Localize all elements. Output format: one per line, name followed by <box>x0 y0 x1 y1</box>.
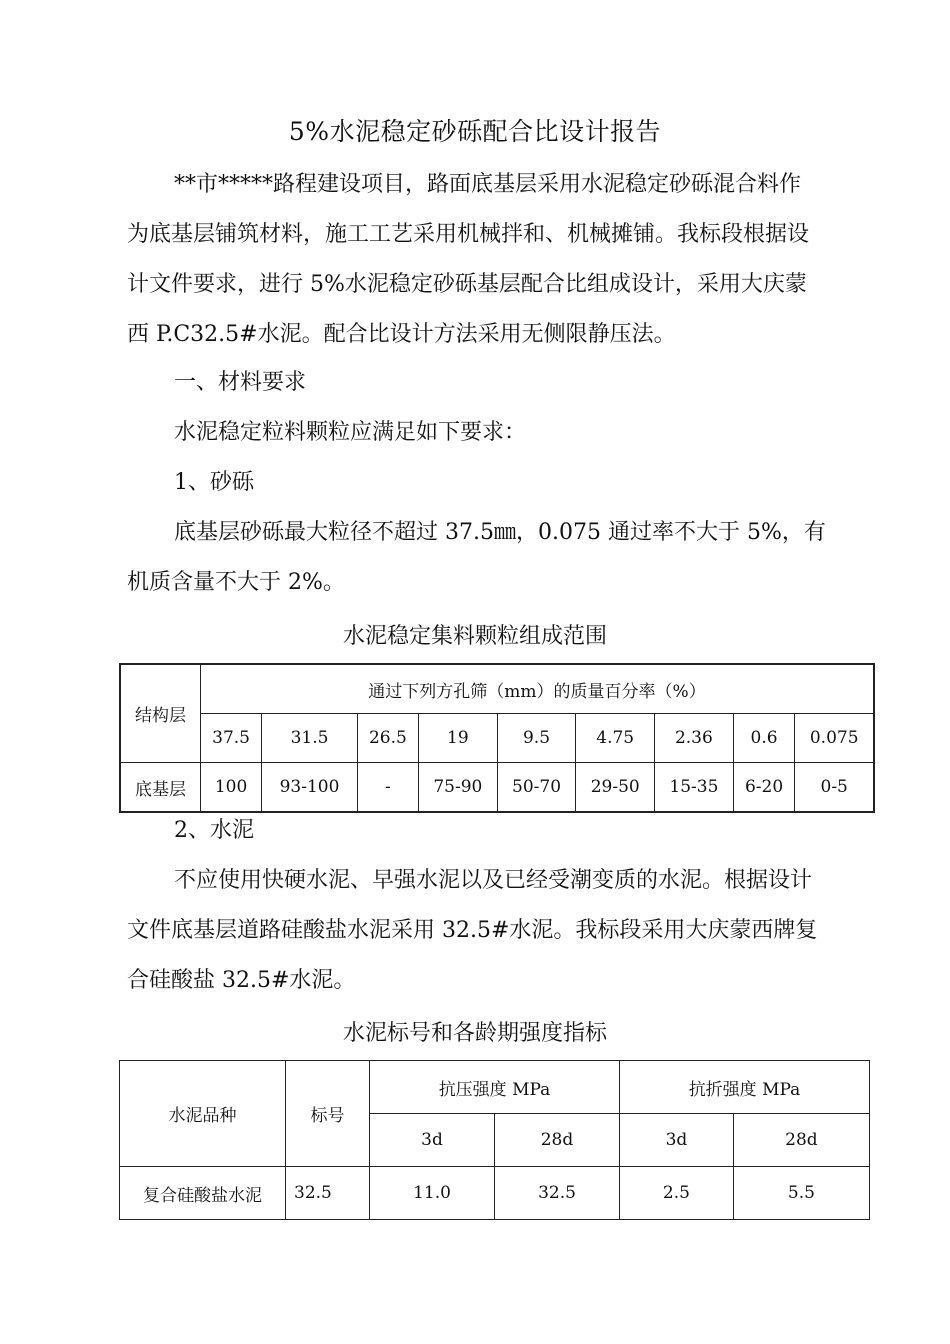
table2-caption: 水泥标号和各龄期强度指标 <box>342 1021 607 1046</box>
intro-line: **市*****路程建设项目，路面底基层采用水泥稳定砂砾混合料作 <box>174 172 802 197</box>
sieve-cell: 37.5 <box>201 714 262 763</box>
sub1-line: 底基层砂砾最大粒径不超过 37.5㎜，0.075 通过率不大于 5%，有 <box>174 520 826 545</box>
page-title: 5%水泥稳定砂砾配合比设计报告 <box>288 117 662 146</box>
sub2-heading: 2、水泥 <box>174 818 254 843</box>
sieve-cell: 9.5 <box>497 714 576 763</box>
value-cell: 5.5 <box>733 1167 869 1220</box>
sub2-line: 不应使用快硬水泥、早强水泥以及已经受潮变质的水泥。根据设计 <box>174 868 813 893</box>
sub1-line: 机质含量不大于 2%。 <box>127 570 345 595</box>
cement-strength-table <box>119 1060 870 1220</box>
table-row <box>120 1167 870 1220</box>
value-cell: - <box>357 763 418 813</box>
value-cell: 93-100 <box>262 763 358 813</box>
grade-cell: 32.5 <box>286 1167 370 1220</box>
age-cell: 28d <box>733 1114 869 1167</box>
section1-heading: 一、材料要求 <box>174 370 307 395</box>
intro-paragraph <box>127 160 862 360</box>
value-cell: 6-20 <box>733 763 795 813</box>
value-cell: 29-50 <box>576 763 655 813</box>
sieve-row <box>120 714 874 763</box>
value-cell: 75-90 <box>418 763 497 813</box>
intro-line: 计文件要求，进行 5%水泥稳定砂砾基层配合比组成设计，采用大庆蒙 <box>127 272 807 297</box>
group-header-cell: 通过下列方孔筛（mm）的质量百分率（%） <box>201 664 875 714</box>
sub2-line: 合硅酸盐 32.5#水泥。 <box>127 968 356 993</box>
gradation-table <box>119 663 875 813</box>
age-cell: 3d <box>620 1114 734 1167</box>
table-row <box>120 763 874 813</box>
grade-header: 标号 <box>286 1061 370 1167</box>
intro-line: 西 P.C32.5#水泥。配合比设计方法采用无侧限静压法。 <box>127 322 676 347</box>
sieve-cell: 26.5 <box>357 714 418 763</box>
value-cell: 100 <box>201 763 262 813</box>
cement-type-cell: 复合硅酸盐水泥 <box>120 1167 286 1220</box>
compressive-header: 抗压强度 MPa <box>370 1061 620 1114</box>
value-cell: 2.5 <box>620 1167 734 1220</box>
value-cell: 15-35 <box>655 763 734 813</box>
flexural-header: 抗折强度 MPa <box>620 1061 870 1114</box>
value-cell: 50-70 <box>497 763 576 813</box>
value-cell: 0-5 <box>795 763 874 813</box>
value-cell: 32.5 <box>495 1167 620 1220</box>
intro-line: 为底基层铺筑材料，施工工艺采用机械拌和、机械摊铺。我标段根据设 <box>127 222 810 247</box>
cement-type-header: 水泥品种 <box>120 1061 286 1167</box>
sub1-heading: 1、砂砾 <box>174 470 254 495</box>
row-header-cell: 结构层 <box>120 664 201 763</box>
table1-caption: 水泥稳定集料颗粒组成范围 <box>342 624 607 649</box>
value-cell: 11.0 <box>370 1167 495 1220</box>
sieve-cell: 4.75 <box>576 714 655 763</box>
section1-intro: 水泥稳定粒料颗粒应满足如下要求： <box>174 420 527 445</box>
sub1-paragraph <box>127 508 862 608</box>
sub2-line: 文件底基层道路硅酸盐水泥采用 32.5#水泥。我标段采用大庆蒙西牌复 <box>127 918 818 943</box>
sieve-cell: 19 <box>418 714 497 763</box>
age-cell: 28d <box>495 1114 620 1167</box>
age-cell: 3d <box>370 1114 495 1167</box>
sieve-cell: 31.5 <box>262 714 358 763</box>
sieve-cell: 0.075 <box>795 714 874 763</box>
sieve-cell: 0.6 <box>733 714 795 763</box>
sieve-cell: 2.36 <box>655 714 734 763</box>
row-label-cell: 底基层 <box>120 763 201 813</box>
sub2-paragraph <box>127 856 862 1006</box>
